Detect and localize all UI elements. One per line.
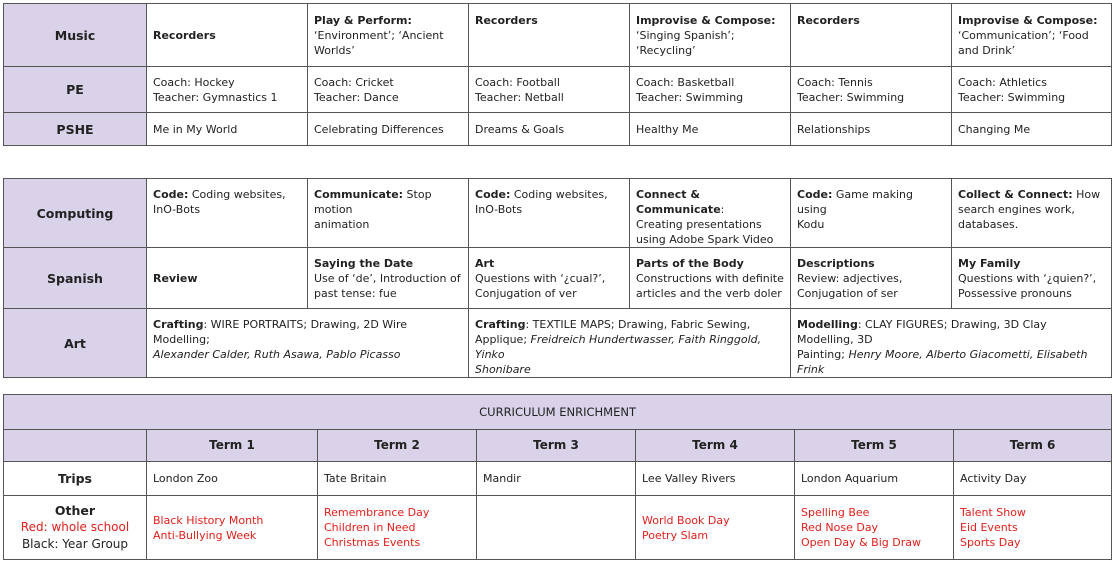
- cell-line: [958, 43, 1105, 58]
- enrichment-title-row: [4, 395, 1112, 430]
- cell-line: [314, 122, 462, 137]
- other-term-1: [147, 496, 318, 560]
- cell-line: [475, 13, 623, 28]
- text-run: Questions with ‘¿cual?’,: [475, 271, 606, 285]
- text-run: How: [1072, 188, 1101, 201]
- italic-run: Henry Moore, Alberto Giacometti, Elisabeth Frink: [797, 348, 1088, 376]
- computing-term-4: [630, 179, 791, 248]
- bold-run: Code:: [797, 188, 833, 201]
- text-run: animation: [314, 218, 370, 231]
- cell-line: [475, 122, 623, 137]
- italic-run: Freidreich Hundertwasser, Faith Ringgold, Yinko: [475, 333, 762, 361]
- text-run: Game making using: [797, 188, 913, 216]
- spanish-term-3: [469, 248, 630, 309]
- other-term-3: [477, 496, 636, 560]
- bold-run: Improvise & Compose:: [958, 14, 1098, 27]
- event-item: Red Nose Day: [801, 521, 879, 534]
- cell-line: [958, 286, 1105, 301]
- subject-pe: PE: [4, 67, 147, 113]
- cell-line: [797, 271, 945, 286]
- cell-line: [958, 13, 1105, 28]
- cell-line: [958, 187, 1105, 202]
- cell-line: [314, 271, 462, 286]
- cell-line: [797, 256, 945, 271]
- term-header-blank: [4, 430, 147, 462]
- text-run: Teacher: Dance: [314, 90, 399, 104]
- text-run: Relationships: [797, 122, 871, 136]
- text-run: Healthy Me: [636, 122, 699, 136]
- event-item: Spelling Bee: [801, 506, 870, 519]
- trips-row: [4, 462, 1112, 496]
- subject-pshe: PSHE: [4, 113, 147, 146]
- text-run: Coach: Basketball: [636, 75, 735, 89]
- legend-black: Black: Year Group: [21, 537, 129, 551]
- trip-term-4: Lee Valley Rivers: [636, 462, 795, 496]
- event-item: World Book Day: [642, 513, 730, 527]
- event-item: Eid Events: [960, 521, 1018, 534]
- music-term-1: [147, 4, 308, 67]
- bold-run: Improvise & Compose:: [636, 14, 776, 27]
- cell-line: [314, 43, 462, 58]
- text-run: Teacher: Gymnastics 1: [153, 90, 278, 104]
- bold-run: Collect & Connect:: [958, 188, 1073, 201]
- art-terms-3-4: [469, 309, 791, 378]
- text-run: Coach: Cricket: [314, 75, 394, 89]
- text-run: Constructions with definite: [636, 271, 784, 285]
- subject-music: Music: [4, 4, 147, 67]
- italic-run: Alexander Calder, Ruth Asawa, Pablo Picasso: [153, 348, 401, 361]
- timetable-music-pe-pshe: [3, 3, 1112, 146]
- computing-term-5: [791, 179, 952, 248]
- curriculum-enrichment-table: [3, 394, 1112, 560]
- italic-run: Shonibare: [475, 363, 531, 376]
- computing-term-1: [147, 179, 308, 248]
- cell-line: [314, 28, 462, 43]
- bold-run: Code:: [475, 188, 511, 201]
- legend-red: Red: whole school: [20, 520, 130, 534]
- pe-term-4: [630, 67, 791, 113]
- pshe-term-6: [952, 113, 1112, 146]
- text-run: Teacher: Netball: [475, 90, 564, 104]
- text-run: Worlds’: [314, 44, 355, 57]
- trips-label: Trips: [4, 462, 147, 496]
- bold-run: Recorders: [153, 28, 216, 42]
- text-run: Dreams & Goals: [475, 122, 565, 136]
- subject-computing: Computing: [4, 179, 147, 248]
- text-run: : CLAY FIGURES; Drawing, 3D Clay Modelling, 3D: [797, 318, 1047, 346]
- text-run: Kodu: [797, 218, 825, 231]
- cell-line: [314, 187, 462, 217]
- event-item: Sports Day: [960, 536, 1021, 549]
- cell-line: [475, 271, 623, 286]
- cell-line: [797, 347, 1105, 377]
- event-item: Remembrance Day: [324, 506, 430, 519]
- pshe-term-2: [308, 113, 469, 146]
- computing-term-3: [469, 179, 630, 248]
- cell-line: [636, 13, 784, 28]
- bold-run: Crafting: [475, 318, 526, 331]
- text-run: Stop motion: [314, 188, 432, 216]
- enrichment-title: CURRICULUM ENRICHMENT: [4, 395, 1112, 430]
- other-term-4: [636, 496, 795, 560]
- other-label: Other: [54, 503, 96, 518]
- cell-line: [636, 43, 784, 58]
- cell-line: [636, 28, 784, 43]
- cell-line: [314, 286, 462, 301]
- trip-term-1: London Zoo: [147, 462, 318, 496]
- text-run: Teacher: Swimming: [636, 90, 744, 104]
- row-art: [4, 309, 1112, 378]
- cell-line: [636, 75, 784, 90]
- pe-term-2: [308, 67, 469, 113]
- text-run: : WIRE PORTRAITS; Drawing, 2D Wire Modelling;: [153, 318, 408, 346]
- cell-line: [314, 75, 462, 90]
- spanish-term-2: [308, 248, 469, 309]
- cell-line: [636, 122, 784, 137]
- text-run: ‘Singing Spanish’;: [636, 29, 735, 42]
- cell-line: [958, 122, 1105, 137]
- cell-line: [314, 90, 462, 105]
- text-run: : TEXTILE MAPS; Drawing, Fabric Sewing,: [525, 318, 751, 331]
- text-run: articles and the verb doler: [636, 286, 782, 300]
- text-run: Celebrating Differences: [314, 122, 444, 136]
- cell-line: [958, 202, 1105, 217]
- cell-line: [475, 202, 623, 217]
- text-run: InO-Bots: [475, 203, 523, 216]
- text-run: Coach: Hockey: [153, 75, 235, 89]
- text-run: ‘Recycling’: [636, 44, 696, 57]
- cell-line: [797, 317, 1105, 347]
- cell-line: [636, 286, 784, 301]
- text-run: Teacher: Swimming: [958, 90, 1066, 104]
- computing-term-2: [308, 179, 469, 248]
- event-item: Poetry Slam: [642, 528, 709, 542]
- cell-line: [636, 271, 784, 286]
- text-run: using Adobe Spark Video: [636, 233, 774, 246]
- pshe-term-4: [630, 113, 791, 146]
- row-music: [4, 4, 1112, 67]
- term-header-3: Term 3: [477, 430, 636, 462]
- cell-line: [153, 271, 301, 286]
- text-run: and Drink’: [958, 44, 1016, 57]
- text-run: Use of ‘de’, Introduction of: [314, 271, 461, 285]
- text-run: Teacher: Swimming: [797, 90, 905, 104]
- cell-line: [958, 217, 1105, 232]
- term-header-5: Term 5: [795, 430, 954, 462]
- row-pe: [4, 67, 1112, 113]
- bold-run: Code:: [153, 188, 189, 201]
- text-run: Review: adjectives,: [797, 271, 903, 285]
- subject-spanish: Spanish: [4, 248, 147, 309]
- trip-term-3: Mandir: [477, 462, 636, 496]
- cell-line: [153, 28, 301, 43]
- music-term-5: [791, 4, 952, 67]
- cell-line: [153, 202, 301, 217]
- cell-line: [797, 286, 945, 301]
- text-run: databases.: [958, 218, 1019, 231]
- text-run: Conjugation of ser: [797, 286, 898, 300]
- bold-run: Parts of the Body: [636, 256, 744, 270]
- music-term-4: [630, 4, 791, 67]
- subject-art: Art: [4, 309, 147, 378]
- bold-run: Communicate:: [314, 188, 404, 201]
- cell-line: [153, 187, 301, 202]
- cell-line: [475, 317, 784, 332]
- cell-line: [797, 217, 945, 232]
- term-header-1: Term 1: [147, 430, 318, 462]
- pshe-term-3: [469, 113, 630, 146]
- text-run: Conjugation of ver: [475, 286, 577, 300]
- cell-line: [958, 256, 1105, 271]
- pe-term-6: [952, 67, 1112, 113]
- spanish-term-6: [952, 248, 1112, 309]
- cell-line: [314, 217, 462, 232]
- cell-line: [636, 217, 784, 232]
- cell-line: [958, 90, 1105, 105]
- cell-line: [636, 187, 784, 217]
- bold-run: Connect & Communicate: [636, 188, 721, 216]
- term-header-6: Term 6: [954, 430, 1112, 462]
- bold-run: My Family: [958, 256, 1021, 270]
- term-header-2: Term 2: [318, 430, 477, 462]
- text-run: Questions with ‘¿quien?’,: [958, 271, 1097, 285]
- other-row: [4, 496, 1112, 560]
- computing-term-6: [952, 179, 1112, 248]
- cell-line: [475, 332, 784, 362]
- cell-line: [314, 256, 462, 271]
- art-terms-5-6: [791, 309, 1112, 378]
- text-run: past tense: fue: [314, 286, 397, 300]
- cell-line: [153, 317, 462, 347]
- cell-line: [153, 347, 462, 362]
- bold-run: Art: [475, 256, 495, 270]
- cell-line: [636, 256, 784, 271]
- text-run: Painting;: [797, 348, 849, 361]
- cell-line: [636, 232, 784, 247]
- pe-term-1: [147, 67, 308, 113]
- term-header-4: Term 4: [636, 430, 795, 462]
- cell-line: [797, 122, 945, 137]
- text-run: Changing Me: [958, 122, 1031, 136]
- term-header-row: [4, 430, 1112, 462]
- cell-line: [475, 75, 623, 90]
- trip-term-6: Activity Day: [954, 462, 1112, 496]
- trip-term-5: London Aquarium: [795, 462, 954, 496]
- spanish-term-1: [147, 248, 308, 309]
- text-run: Coach: Tennis: [797, 75, 873, 89]
- bold-run: Play & Perform:: [314, 14, 412, 27]
- row-spanish: [4, 248, 1112, 309]
- text-run: Creating presentations: [636, 218, 762, 231]
- event-item: Anti-Bullying Week: [153, 528, 257, 542]
- bold-run: Review: [153, 271, 198, 285]
- cell-line: [153, 90, 301, 105]
- other-term-6: [954, 496, 1112, 560]
- cell-line: [475, 286, 623, 301]
- text-run: Coach: Football: [475, 75, 560, 89]
- event-item: Christmas Events: [324, 536, 421, 549]
- trip-term-2: Tate Britain: [318, 462, 477, 496]
- cell-line: [475, 256, 623, 271]
- cell-line: [153, 75, 301, 90]
- cell-line: [797, 75, 945, 90]
- text-run: Applique;: [475, 333, 531, 346]
- other-term-5: [795, 496, 954, 560]
- bold-run: Saying the Date: [314, 256, 414, 270]
- spanish-term-4: [630, 248, 791, 309]
- cell-line: [797, 187, 945, 217]
- music-term-3: [469, 4, 630, 67]
- art-terms-1-2: [147, 309, 469, 378]
- text-run: Coding websites,: [188, 188, 286, 201]
- cell-line: [153, 122, 301, 137]
- pshe-term-5: [791, 113, 952, 146]
- bold-run: Recorders: [475, 14, 538, 27]
- cell-line: [958, 75, 1105, 90]
- pe-term-5: [791, 67, 952, 113]
- event-item: Open Day & Big Draw: [801, 536, 921, 549]
- text-run: Coach: Athletics: [958, 75, 1047, 89]
- text-run: Coding websites,: [510, 188, 608, 201]
- event-item: Black History Month: [153, 513, 264, 527]
- bold-run: Crafting: [153, 318, 204, 331]
- cell-line: [636, 90, 784, 105]
- cell-line: [475, 362, 784, 377]
- cell-line: [475, 90, 623, 105]
- event-item: Talent Show: [960, 506, 1026, 519]
- cell-line: [958, 28, 1105, 43]
- text-run: search engines work,: [958, 203, 1075, 216]
- text-run: ‘Communication’; ‘Food: [958, 29, 1089, 42]
- cell-line: [797, 13, 945, 28]
- pe-term-3: [469, 67, 630, 113]
- music-term-6: [952, 4, 1112, 67]
- text-run: :: [720, 203, 725, 216]
- other-term-2: [318, 496, 477, 560]
- timetable-computing-spanish-art: [3, 178, 1112, 378]
- text-run: ‘Environment’; ‘Ancient: [314, 29, 444, 42]
- cell-line: [958, 271, 1105, 286]
- row-computing: [4, 179, 1112, 248]
- text-run: Me in My World: [153, 122, 238, 136]
- cell-line: [797, 90, 945, 105]
- text-run: InO-Bots: [153, 203, 201, 216]
- bold-run: Descriptions: [797, 256, 875, 270]
- bold-run: Recorders: [797, 14, 860, 27]
- other-label-cell: [4, 496, 147, 560]
- spanish-term-5: [791, 248, 952, 309]
- music-term-2: [308, 4, 469, 67]
- pshe-term-1: [147, 113, 308, 146]
- cell-line: [475, 187, 623, 202]
- event-item: Children in Need: [324, 521, 416, 534]
- text-run: Possessive pronouns: [958, 286, 1072, 300]
- bold-run: Modelling: [797, 318, 858, 331]
- cell-line: [314, 13, 462, 28]
- row-pshe: [4, 113, 1112, 146]
